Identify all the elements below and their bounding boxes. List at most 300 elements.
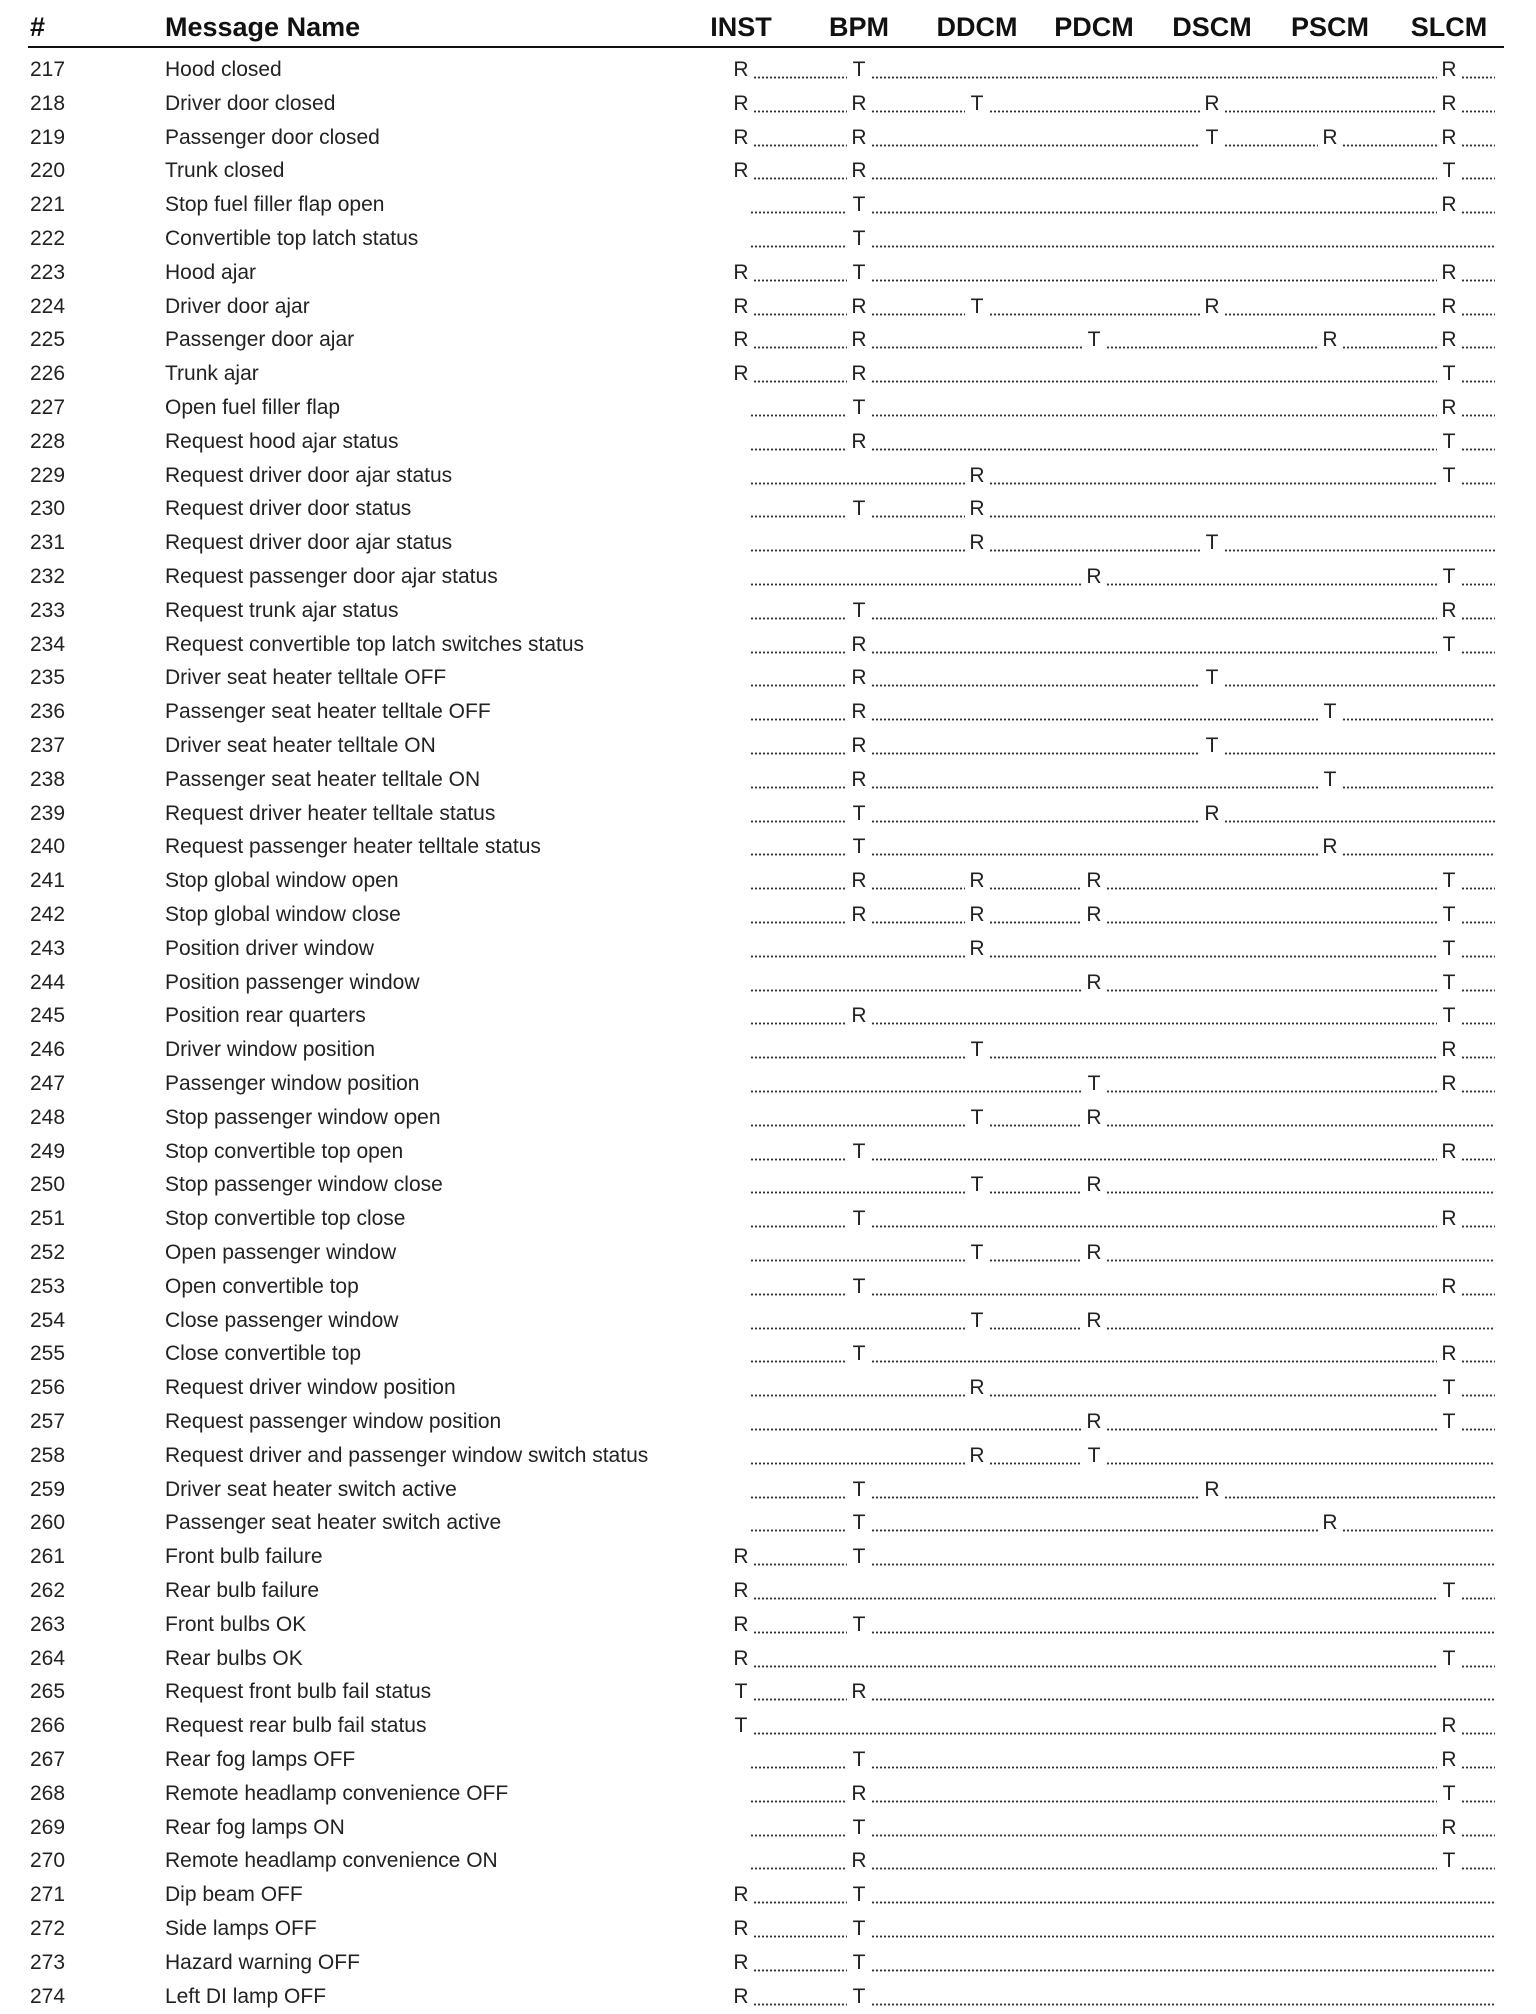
message-name: Driver seat heater telltale OFF [165,666,447,690]
module-code-pscm: R [1322,328,1338,352]
dot-leader [1461,110,1495,113]
module-code-bpm: R [851,328,867,352]
dot-leader [1224,549,1495,552]
message-number: 263 [30,1612,66,1636]
table-row [0,54,1536,88]
message-name: Request passenger window position [165,1410,502,1433]
column-header-pscm: PSCM [1290,12,1370,42]
dot-leader [750,1766,847,1769]
message-number: 233 [30,598,66,622]
module-code-inst: R [733,294,749,318]
message-name: Remote headlamp convenience ON [165,1849,498,1873]
message-number: 271 [30,1883,66,1907]
module-code-slcm: R [1441,260,1457,284]
dot-leader [750,786,847,789]
table-row [0,189,1536,223]
dot-leader [1461,1225,1495,1228]
dot-leader [1342,144,1437,147]
dot-leader [871,1529,1318,1532]
dot-leader [1106,989,1437,992]
message-number: 221 [30,193,66,217]
message-name: Driver door closed [165,91,336,115]
message-name: Passenger window position [165,1072,420,1095]
table-row [0,1643,1536,1677]
module-code-bpm: T [852,1139,866,1163]
module-code-dscm: R [1204,801,1220,825]
message-name: Close convertible top [165,1342,362,1366]
dot-leader [989,1327,1082,1330]
module-code-pscm: R [1322,835,1338,859]
module-code-bpm: T [852,1545,866,1569]
table-row [0,1676,1536,1710]
dot-leader [1342,786,1495,789]
dot-leader [871,1293,1437,1296]
dot-leader [1106,1462,1495,1465]
dot-leader [871,921,965,924]
message-name: Convertible top latch status [165,227,419,250]
module-code-inst: R [733,328,749,352]
dot-leader [750,887,847,890]
dot-leader [1224,684,1495,687]
module-code-pdcm: R [1086,1308,1102,1332]
dot-leader [989,313,1200,316]
column-header-message-name: Message Name [165,12,361,42]
dot-leader [871,279,1437,282]
module-code-inst: R [733,1950,749,1974]
dot-leader [1461,887,1495,890]
table-row [0,967,1536,1001]
table-row [0,426,1536,460]
dot-leader [989,955,1437,958]
message-number: 264 [30,1646,66,1670]
module-code-inst: R [733,1612,749,1636]
dot-leader [753,76,847,79]
module-code-bpm: R [851,734,867,757]
module-code-ddcm: T [970,91,984,115]
message-name: Request trunk ajar status [165,598,399,622]
table-row [0,493,1536,527]
module-code-dscm: R [1204,91,1220,115]
module-code-slcm: T [1442,1004,1456,1028]
message-number: 250 [30,1173,66,1197]
dot-leader [989,549,1200,552]
dot-leader [1461,921,1495,924]
message-number: 265 [30,1680,66,1704]
dot-leader [750,245,847,248]
message-number: 236 [30,700,66,724]
table-row [0,527,1536,561]
column-header-inst: INST [710,12,772,42]
dot-leader [750,1259,965,1262]
module-code-bpm: T [852,1477,866,1501]
dot-leader [989,1191,1082,1194]
dot-leader [1342,346,1437,349]
table-row [0,629,1536,663]
dot-leader [750,583,1082,586]
module-code-slcm: T [1442,869,1456,893]
message-name: Dip beam OFF [165,1883,303,1907]
dot-leader [1461,346,1495,349]
module-code-pdcm: R [1086,869,1102,893]
dot-leader [1461,1597,1495,1600]
dot-leader [1106,1191,1495,1194]
message-name: Stop fuel filler flap open [165,193,385,217]
message-number: 255 [30,1342,66,1366]
dot-leader [871,448,1437,451]
dot-leader [1461,144,1495,147]
module-code-pscm: R [1322,125,1338,149]
dot-leader [753,346,847,349]
table-row [0,1474,1536,1508]
module-code-slcm: T [1442,565,1456,588]
dot-leader [1342,1529,1495,1532]
module-code-slcm: R [1441,1038,1457,1062]
message-name: Driver window position [165,1038,376,1062]
dot-leader [1461,1732,1495,1735]
module-code-slcm: R [1441,1714,1457,1738]
dot-leader [750,1158,847,1161]
table-row [0,1169,1536,1203]
dot-leader [1461,583,1495,586]
module-code-bpm: T [852,227,866,250]
table-row [0,865,1536,899]
module-code-ddcm: T [970,1038,984,1062]
dot-leader [871,617,1437,620]
dot-leader [989,1124,1082,1127]
message-name: Request driver and passenger window switch status [165,1443,649,1467]
dot-leader [871,887,965,890]
message-name: Driver seat heater telltale ON [165,734,436,757]
module-code-slcm: T [1442,1410,1456,1433]
module-code-bpm: T [852,1883,866,1907]
dot-leader [1461,414,1495,417]
dot-leader [750,820,847,823]
module-code-slcm: R [1441,58,1457,81]
dot-leader [1106,1124,1495,1127]
module-code-slcm: T [1442,970,1456,994]
module-code-bpm: R [851,125,867,149]
module-code-inst: R [733,1917,749,1940]
message-name: Request hood ajar status [165,429,399,453]
module-code-pdcm: R [1086,1105,1102,1129]
module-code-slcm: R [1441,328,1457,352]
module-code-pdcm: T [1087,328,1101,352]
module-code-bpm: T [852,1748,866,1771]
module-code-inst: R [733,125,749,149]
message-number: 256 [30,1376,66,1400]
dot-leader [1106,887,1437,890]
message-number: 234 [30,632,66,656]
module-code-slcm: T [1442,903,1456,926]
message-number: 247 [30,1072,66,1095]
dot-leader [989,1462,1082,1465]
message-name: Hood closed [165,58,282,81]
message-number: 274 [30,1984,66,2008]
dot-leader [1461,279,1495,282]
message-number: 224 [30,294,66,318]
message-number: 261 [30,1545,66,1569]
dot-leader [753,279,847,282]
dot-leader [1461,211,1495,214]
module-code-slcm: R [1441,1342,1457,1366]
dot-leader [1461,1158,1495,1161]
module-code-ddcm: R [969,1443,985,1467]
dot-leader [1461,955,1495,958]
module-code-ddcm: T [970,294,984,318]
module-code-pdcm: T [1087,1072,1101,1095]
module-code-bpm: R [851,159,867,183]
dot-leader [871,752,1200,755]
dot-leader [1461,1665,1495,1668]
module-code-slcm: T [1442,463,1456,487]
module-code-slcm: T [1442,159,1456,183]
module-code-bpm: R [851,767,867,791]
message-name: Driver door ajar [165,294,310,318]
message-number: 219 [30,125,66,149]
table-row [0,1778,1536,1812]
dot-leader [871,1022,1437,1025]
module-code-slcm: T [1442,1781,1456,1805]
table-row [0,1203,1536,1237]
dot-leader [1106,1090,1437,1093]
message-name: Passenger door closed [165,125,380,149]
message-number: 249 [30,1139,66,1163]
module-code-dscm: T [1205,125,1219,149]
module-code-inst: R [733,159,749,183]
module-code-bpm: R [851,632,867,656]
column-header-number: # [30,12,46,42]
dot-leader [1106,583,1437,586]
dot-leader [989,482,1437,485]
module-code-ddcm: R [969,497,985,521]
dot-leader [871,1631,1495,1634]
dot-leader [871,211,1437,214]
column-header-bpm: BPM [829,12,889,42]
module-code-inst: T [734,1714,748,1738]
module-code-bpm: T [852,1984,866,2008]
message-name: Open convertible top [165,1274,359,1298]
message-name: Stop passenger window close [165,1173,443,1197]
table-row [0,1271,1536,1305]
dot-leader [1461,380,1495,383]
message-number: 223 [30,260,66,284]
dot-leader [750,617,847,620]
dot-leader [1461,76,1495,79]
dot-leader [753,177,847,180]
message-name: Passenger seat heater telltale OFF [165,700,491,724]
module-code-bpm: T [852,396,866,419]
dot-leader [871,1834,1437,1837]
message-number: 262 [30,1579,66,1602]
dot-leader [1224,752,1495,755]
dot-leader [753,1665,1437,1668]
message-name: Close passenger window [165,1308,399,1332]
message-number: 227 [30,396,66,419]
message-name: Position rear quarters [165,1004,366,1028]
dot-leader [871,1766,1437,1769]
message-name: Trunk closed [165,159,285,183]
module-code-bpm: T [852,1511,866,1535]
module-code-inst: R [733,362,749,386]
table-row [0,1507,1536,1541]
module-code-slcm: R [1441,294,1457,318]
message-number: 270 [30,1849,66,1873]
message-number: 272 [30,1917,66,1940]
table-row [0,324,1536,358]
table-row [0,1237,1536,1271]
message-number: 238 [30,767,66,791]
module-code-inst: R [733,91,749,115]
dot-leader [871,76,1437,79]
dot-leader [753,1631,847,1634]
dot-leader [750,211,847,214]
table-row [0,1136,1536,1170]
dot-leader [871,1225,1437,1228]
table-row [0,561,1536,595]
message-number: 245 [30,1004,66,1028]
message-name: Driver seat heater switch active [165,1477,457,1501]
message-name: Request driver door ajar status [165,463,453,487]
table-row [0,595,1536,629]
message-name: Position driver window [165,936,374,960]
dot-leader [871,651,1437,654]
dot-leader [753,144,847,147]
dot-leader [871,1158,1437,1161]
module-code-slcm: T [1442,1579,1456,1602]
dot-leader [750,1529,847,1532]
module-code-bpm: T [852,58,866,81]
module-code-ddcm: T [970,1105,984,1129]
table-row [0,1609,1536,1643]
column-header-pdcm: PDCM [1054,12,1134,42]
module-code-ddcm: R [969,531,985,555]
table-row [0,1305,1536,1339]
dot-leader [1106,1259,1495,1262]
message-number: 217 [30,58,66,81]
dot-leader [1342,718,1495,721]
module-code-slcm: R [1441,125,1457,149]
message-number: 268 [30,1781,66,1805]
dot-leader [750,684,847,687]
module-code-pdcm: R [1086,1241,1102,1264]
module-code-inst: R [733,1579,749,1602]
module-code-slcm: R [1441,1072,1457,1095]
dot-leader [750,955,965,958]
dot-leader [989,887,1082,890]
dot-leader [1224,1496,1495,1499]
dot-leader [1461,617,1495,620]
module-code-slcm: R [1441,1207,1457,1231]
dot-leader [1461,1360,1495,1363]
message-name: Rear fog lamps OFF [165,1748,356,1771]
table-row [0,696,1536,730]
dot-leader [871,515,965,518]
dot-leader [750,549,965,552]
table-row [0,1879,1536,1913]
message-name: Stop convertible top open [165,1139,404,1163]
dot-leader [750,853,847,856]
message-number: 267 [30,1748,66,1771]
module-code-pscm: T [1323,767,1337,791]
message-number: 218 [30,91,66,115]
message-name: Request driver door status [165,497,412,521]
module-code-slcm: T [1442,1849,1456,1873]
module-code-pdcm: R [1086,1410,1102,1433]
module-code-inst: R [733,58,749,81]
module-code-ddcm: R [969,869,985,893]
dot-leader [871,718,1318,721]
message-name: Rear bulbs OK [165,1646,303,1670]
module-code-bpm: T [852,1207,866,1231]
module-code-slcm: T [1442,429,1456,453]
dot-leader [1461,1800,1495,1803]
table-row [0,899,1536,933]
message-number: 229 [30,463,66,487]
module-code-inst: R [733,1984,749,2008]
dot-leader [1461,313,1495,316]
dot-leader [750,1496,847,1499]
table-row [0,1575,1536,1609]
module-code-bpm: R [851,1849,867,1873]
dot-leader [1106,1327,1495,1330]
dot-leader [750,718,847,721]
dot-leader [871,820,1200,823]
dot-leader [1224,820,1495,823]
dot-leader [1224,144,1318,147]
module-code-slcm: R [1441,1815,1457,1839]
dot-leader [1461,1766,1495,1769]
module-code-inst: R [733,1545,749,1569]
table-row [0,662,1536,696]
module-code-slcm: R [1441,1748,1457,1771]
message-name: Open passenger window [165,1241,397,1264]
message-number: 257 [30,1410,66,1433]
message-number: 252 [30,1241,66,1264]
dot-leader [750,1462,965,1465]
module-code-slcm: T [1442,1646,1456,1670]
message-name: Hood ajar [165,260,257,284]
dot-leader [750,752,847,755]
dot-leader [871,313,965,316]
table-row [0,1812,1536,1846]
dot-leader [871,144,1200,147]
module-code-bpm: R [851,666,867,690]
dot-leader [1461,989,1495,992]
message-number: 246 [30,1038,66,1062]
module-code-pdcm: T [1087,1443,1101,1467]
table-row [0,1440,1536,1474]
module-code-pdcm: R [1086,1173,1102,1197]
message-name: Front bulb failure [165,1545,323,1569]
module-code-bpm: R [851,362,867,386]
table-row [0,358,1536,392]
table-row [0,1845,1536,1879]
module-code-ddcm: R [969,903,985,926]
message-name: Position passenger window [165,970,420,994]
dot-leader [1106,921,1437,924]
message-name: Request passenger heater telltale status [165,835,541,859]
dot-leader [753,2003,847,2006]
message-number: 228 [30,429,66,453]
module-code-ddcm: T [970,1241,984,1264]
dot-leader [753,1698,847,1701]
message-number: 260 [30,1511,66,1535]
module-code-bpm: T [852,1917,866,1940]
dot-leader [871,414,1437,417]
message-number: 225 [30,328,66,352]
message-name: Front bulbs OK [165,1612,307,1636]
dot-leader [1461,651,1495,654]
